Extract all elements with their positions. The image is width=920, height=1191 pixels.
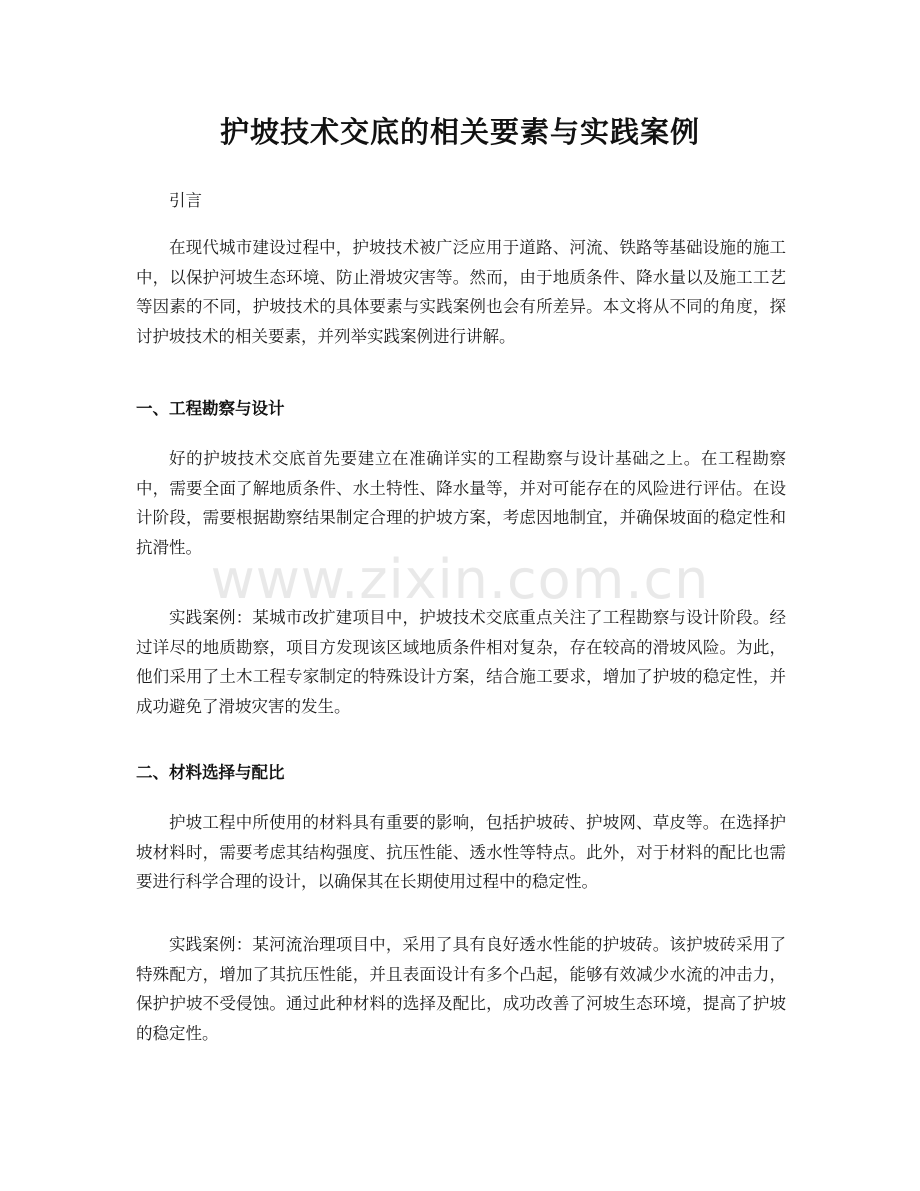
section-2-paragraph-2: 实践案例：某河流治理项目中，采用了具有良好透水性能的护坡砖。该护坡砖采用了特殊配方，增加了其抗压性能，并且表面设计有多个凸起，能够有效减少水流的冲击力，保护护坡不受侵蚀。通过此种材料的选择及配比，成功改善了河坡生态环境，提高了护坡的稳定性。 — [136, 935, 786, 1043]
document-title: 护坡技术交底的相关要素与实践案例 — [219, 115, 700, 149]
section-heading-2: 二、材料选择与配比 — [136, 763, 285, 782]
section-heading-1: 一、工程勘察与设计 — [136, 399, 285, 418]
section-1-paragraph-2: 实践案例：某城市改扩建项目中，护坡技术交底重点关注了工程勘察与设计阶段。经过详尽的地质勘察，项目方发现该区域地质条件相对复杂，存在较高的滑坡风险。为此，他们采用了土木工程专家制定的特殊设计方案，结合施工要求，增加了护坡的稳定性，并成功避免了滑坡灾害的发生。 — [136, 608, 786, 716]
intro-label: 引言 — [169, 191, 202, 210]
section-1-paragraph-1: 好的护坡技术交底首先要建立在准确详实的工程勘察与设计基础之上。在工程勘察中，需要全面了解地质条件、水土特性、降水量等，并对可能存在的风险进行评估。在设计阶段，需要根据勘察结果制定合理的护坡方案，考虑因地制宜，并确保坡面的稳定性和抗滑性。 — [136, 449, 786, 557]
watermark: www.zixin.com.cn — [210, 548, 710, 611]
intro-paragraph: 在现代城市建设过程中，护坡技术被广泛应用于道路、河流、铁路等基础设施的施工中，以保护河坡生态环境、防止滑坡灾害等。然而，由于地质条件、降水量以及施工工艺等因素的不同，护坡技术的具体要素与实践案例也会有所差异。本文将从不同的角度，探讨护坡技术的相关要素，并列举实践案例进行讲解。 — [136, 238, 786, 346]
section-2-paragraph-1: 护坡工程中所使用的材料具有重要的影响，包括护坡砖、护坡网、草皮等。在选择护坡材料时，需要考虑其结构强度、抗压性能、透水性等特点。此外，对于材料的配比也需要进行科学合理的设计，以确保其在长期使用过程中的稳定性。 — [136, 813, 786, 891]
